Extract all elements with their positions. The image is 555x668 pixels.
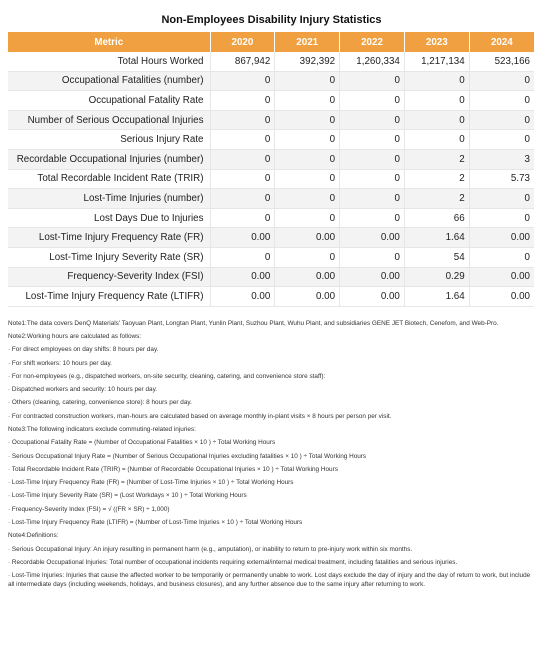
note-line: Note1:The data covers DenQ Materials' Taoyuan Plant, Longtan Plant, Yunlin Plant, Suzhou Plant, Wuhu Plant, and subsidiaries GENE JET Biotech, Cenefom, and Web-Pro. bbox=[8, 319, 499, 327]
row-value-cell: 0 bbox=[340, 208, 405, 228]
row-value-cell: 0.00 bbox=[340, 287, 405, 307]
row-metric-label: Lost-Time Injuries (number) bbox=[8, 189, 210, 209]
row-value-cell: 0.00 bbox=[275, 287, 340, 307]
table-row bbox=[8, 267, 534, 287]
row-value-cell: 523,166 bbox=[469, 52, 534, 71]
row-value-cell: 0 bbox=[275, 208, 340, 228]
row-value-cell: 0 bbox=[340, 189, 405, 209]
injury-statistics-table bbox=[8, 32, 534, 307]
note-line: · Occupational Fatality Rate = (Number of Occupational Fatalities × 10 ) ÷ Total Working Hours bbox=[8, 439, 276, 447]
row-metric-label: Recordable Occupational Injuries (number) bbox=[8, 149, 210, 169]
row-metric-label: Total Hours Worked bbox=[8, 52, 210, 71]
header-2020: 2020 bbox=[210, 32, 275, 52]
row-value-cell: 66 bbox=[404, 208, 469, 228]
row-value-cell: 0 bbox=[210, 208, 275, 228]
note-line: · Frequency-Severity Index (FSI) = √ ((FR × SR) ÷ 1,000) bbox=[8, 505, 170, 513]
row-value-cell: 2 bbox=[404, 189, 469, 209]
table-row bbox=[8, 91, 534, 111]
row-value-cell: 0 bbox=[275, 189, 340, 209]
row-value-cell: 0.00 bbox=[469, 228, 534, 248]
row-value-cell: 0 bbox=[469, 110, 534, 130]
table-row bbox=[8, 52, 534, 71]
row-metric-label: Frequency-Severity Index (FSI) bbox=[8, 267, 210, 287]
row-value-cell: 0 bbox=[340, 91, 405, 111]
note-line: Note2:Working hours are calculated as follows: bbox=[8, 333, 142, 340]
note-line: · Others (cleaning, catering, convenience store): 8 hours per day. bbox=[8, 399, 192, 407]
row-value-cell: 0 bbox=[404, 110, 469, 130]
note-line: Note3:The following indicators exclude commuting-related injuries: bbox=[8, 425, 196, 433]
row-metric-label: Serious Injury Rate bbox=[8, 130, 210, 150]
note-line: · For shift workers: 10 hours per day. bbox=[8, 359, 112, 367]
row-value-cell: 0 bbox=[210, 247, 275, 267]
row-value-cell: 0 bbox=[210, 149, 275, 169]
note-line: · For non-employees (e.g., dispatched workers, on-site security, cleaning, catering, and convenience store staff): bbox=[8, 372, 326, 380]
row-value-cell: 0 bbox=[469, 130, 534, 150]
row-value-cell: 0 bbox=[469, 91, 534, 111]
note-line: · Dispatched workers and security: 10 hours per day. bbox=[8, 386, 158, 394]
row-value-cell: 0 bbox=[340, 169, 405, 189]
table-row bbox=[8, 130, 534, 150]
table-row bbox=[8, 169, 534, 189]
row-value-cell: 0.00 bbox=[340, 267, 405, 287]
notes-section bbox=[8, 319, 535, 590]
table-row bbox=[8, 287, 534, 307]
row-metric-label: Number of Serious Occupational Injuries bbox=[8, 110, 210, 130]
row-value-cell: 0 bbox=[340, 71, 405, 91]
row-value-cell: 0.00 bbox=[469, 287, 534, 307]
table-row bbox=[8, 149, 534, 169]
row-metric-label: Lost-Time Injury Severity Rate (SR) bbox=[8, 247, 210, 267]
table-row bbox=[8, 208, 534, 228]
row-value-cell: 0 bbox=[210, 110, 275, 130]
row-value-cell: 0 bbox=[340, 130, 405, 150]
header-2024: 2024 bbox=[469, 32, 534, 52]
row-metric-label: Occupational Fatality Rate bbox=[8, 91, 210, 111]
row-value-cell: 5.73 bbox=[469, 169, 534, 189]
table-row bbox=[8, 228, 534, 248]
row-value-cell: 0 bbox=[210, 91, 275, 111]
row-value-cell: 1,217,134 bbox=[404, 52, 469, 71]
row-value-cell: 1.64 bbox=[404, 228, 469, 248]
row-value-cell: 0 bbox=[210, 130, 275, 150]
row-value-cell: 0.00 bbox=[469, 267, 534, 287]
note-line: · Lost-Time Injuries: Injuries that cause the affected worker to be temporarily or permanently unable to work. Lost days exclude the day of injury and the day of return to work, but include all intermediate days (including weekends, holidays, and business closures), and any further absence due to the same injury after returning to work. bbox=[8, 572, 531, 589]
row-value-cell: 0.00 bbox=[210, 287, 275, 307]
row-value-cell: 1.64 bbox=[404, 287, 469, 307]
row-value-cell: 0 bbox=[340, 247, 405, 267]
row-value-cell: 0 bbox=[275, 71, 340, 91]
row-value-cell: 1,260,334 bbox=[340, 52, 405, 71]
row-value-cell: 0.00 bbox=[275, 228, 340, 248]
note-line: · For direct employees on day shifts: 8 hours per day. bbox=[8, 346, 159, 354]
row-metric-label: Occupational Fatalities (number) bbox=[8, 71, 210, 91]
table-header-row bbox=[8, 32, 534, 52]
note-line: · Serious Occupational Injury: An injury resulting in permanent harm (e.g., amputation), or inability to return to pre-injury work within six months. bbox=[8, 545, 413, 553]
table-row bbox=[8, 247, 534, 267]
row-value-cell: 0 bbox=[469, 247, 534, 267]
row-value-cell: 0 bbox=[340, 149, 405, 169]
row-value-cell: 54 bbox=[404, 247, 469, 267]
row-metric-label: Lost Days Due to Injuries bbox=[8, 208, 210, 228]
row-value-cell: 0 bbox=[210, 71, 275, 91]
header-2021: 2021 bbox=[275, 32, 340, 52]
row-value-cell: 0 bbox=[275, 110, 340, 130]
row-value-cell: 0 bbox=[340, 110, 405, 130]
header-2023: 2023 bbox=[404, 32, 469, 52]
row-value-cell: 0 bbox=[404, 71, 469, 91]
note-line: · For contracted construction workers, man-hours are calculated based on average monthly in-plant visits × 8 hours per person per visit. bbox=[8, 412, 392, 420]
row-value-cell: 0 bbox=[275, 91, 340, 111]
note-line: · Total Recordable Incident Rate (TRIR) = (Number of Recordable Occupational Injuries × 10 ) ÷ Total Working Hours bbox=[8, 465, 338, 473]
row-value-cell: 3 bbox=[469, 149, 534, 169]
row-value-cell: 0 bbox=[404, 91, 469, 111]
note-line: · Recordable Occupational Injuries: Total number of occupational incidents requiring external/internal medical treatment, including fatalities and serious injuries. bbox=[8, 558, 458, 566]
table-row bbox=[8, 110, 534, 130]
row-value-cell: 0 bbox=[210, 189, 275, 209]
note-line: · Lost-Time Injury Frequency Rate (FR) = (Number of Lost-Time Injuries × 10 ) ÷ Total Working Hours bbox=[8, 479, 294, 487]
row-value-cell: 2 bbox=[404, 169, 469, 189]
row-metric-label: Total Recordable Incident Rate (TRIR) bbox=[8, 169, 210, 189]
row-value-cell: 0.00 bbox=[340, 228, 405, 248]
row-value-cell: 0 bbox=[275, 130, 340, 150]
note-line: · Serious Occupational Injury Rate = (Number of Serious Occupational Injuries excluding fatalities × 10 ) ÷ Total Working Hours bbox=[8, 452, 367, 460]
row-value-cell: 0.00 bbox=[275, 267, 340, 287]
row-value-cell: 0 bbox=[404, 130, 469, 150]
row-value-cell: 0 bbox=[469, 71, 534, 91]
row-value-cell: 0.00 bbox=[210, 267, 275, 287]
table-row bbox=[8, 189, 534, 209]
note-line: · Lost-Time Injury Severity Rate (SR) = (Lost Workdays × 10 ) ÷ Total Working Hours bbox=[8, 492, 247, 500]
row-metric-label: Lost-Time Injury Frequency Rate (FR) bbox=[8, 228, 210, 248]
header-metric: Metric bbox=[8, 32, 210, 52]
row-value-cell: 392,392 bbox=[275, 52, 340, 71]
row-value-cell: 0 bbox=[469, 189, 534, 209]
row-value-cell: 0.29 bbox=[404, 267, 469, 287]
row-value-cell: 0 bbox=[210, 169, 275, 189]
table-title: Non-Employees Disability Injury Statistics bbox=[161, 14, 382, 26]
row-value-cell: 0 bbox=[275, 169, 340, 189]
table-row bbox=[8, 71, 534, 91]
row-value-cell: 0.00 bbox=[210, 228, 275, 248]
header-2022: 2022 bbox=[340, 32, 405, 52]
row-value-cell: 2 bbox=[404, 149, 469, 169]
row-metric-label: Lost-Time Injury Frequency Rate (LTIFR) bbox=[8, 287, 210, 307]
row-value-cell: 0 bbox=[275, 247, 340, 267]
note-line: · Lost-Time Injury Frequency Rate (LTIFR) = (Number of Lost-Time Injuries × 10 ) ÷ Total Working Hours bbox=[8, 518, 303, 526]
row-value-cell: 0 bbox=[469, 208, 534, 228]
row-value-cell: 0 bbox=[275, 149, 340, 169]
note-line: Note4:Definitions: bbox=[8, 532, 59, 540]
row-value-cell: 867,942 bbox=[210, 52, 275, 71]
